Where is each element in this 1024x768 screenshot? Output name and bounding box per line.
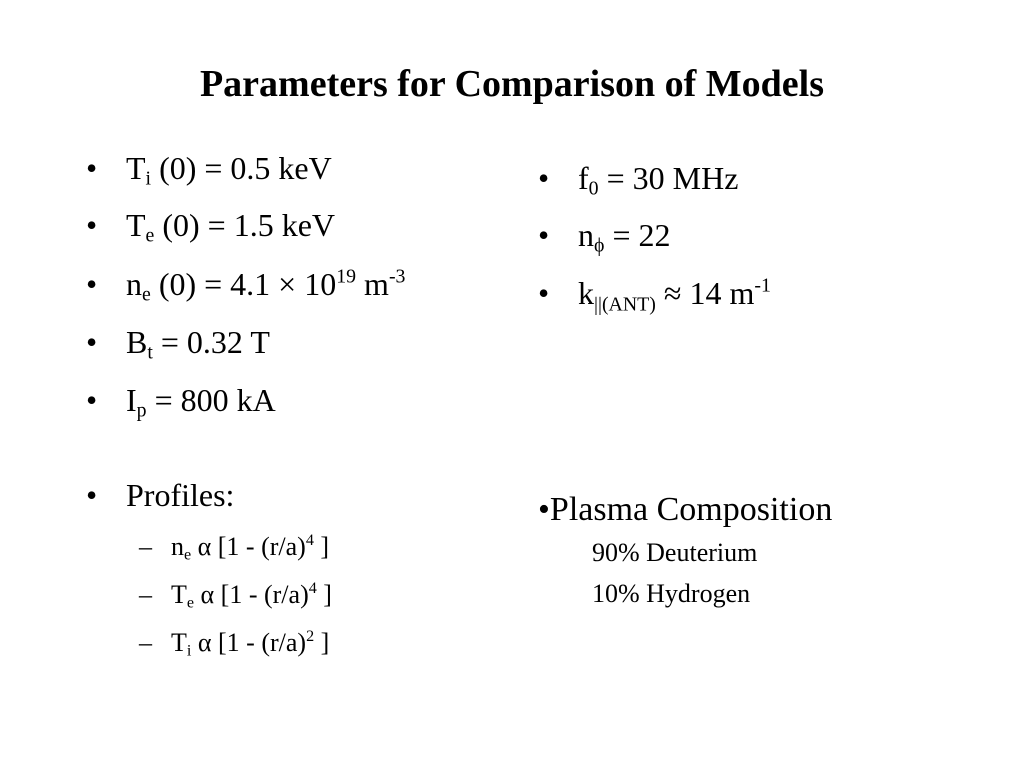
bullet-f0: • $f_0 = 30$ MHz xyxy=(538,160,739,200)
bullet-dot: • xyxy=(538,160,550,196)
bullet-dot: • xyxy=(86,266,98,302)
bullet-nphi: • $n_\phi = 22$ xyxy=(538,217,671,257)
composition-line-deuterium: 90% Deuterium xyxy=(592,538,758,567)
bullet-dot: • xyxy=(538,217,550,253)
bullet-dot: • xyxy=(86,382,98,418)
slide-title: Parameters for Comparison of Models xyxy=(199,63,825,105)
bullet-ti: • $T_i$ (0) = 0.5 keV xyxy=(86,150,332,190)
bullet-dot: • xyxy=(86,207,98,243)
profile-item-ne: – $n_e$ α [$1 - (r/a)^4$ ] xyxy=(139,532,330,564)
composition-line-hydrogen: 10% Hydrogen xyxy=(592,579,751,608)
bullet-dot: • xyxy=(538,275,550,311)
bullet-dot: • xyxy=(86,150,98,186)
bullet-dot: • xyxy=(86,324,98,360)
bullet-ip: • $I_p = 800$ kA xyxy=(86,382,276,422)
dash-marker: – xyxy=(139,532,152,561)
dash-marker: – xyxy=(139,580,152,609)
bullet-profiles: • Profiles: xyxy=(86,477,235,513)
bullet-ne: • $n_e$ $(0) = 4.1 \times 10^{19}$ $m^{-3}$ xyxy=(86,265,406,306)
bullet-kpar: • k||(ANT) ≈ 14 $m^{-1}$ xyxy=(538,274,771,316)
profile-item-ti: – $T_i$ α [$1 - (r/a)^2$ ] xyxy=(139,628,330,660)
profile-item-te: – $T_e$ α [$1 - (r/a)^4$ ] xyxy=(139,580,332,612)
composition-heading: •Plasma Composition xyxy=(538,491,833,528)
bullet-bt: • $B_t = 0.32$ T xyxy=(86,324,270,364)
bullet-te: • $T_e$ (0) = 1.5 keV xyxy=(86,207,336,247)
dash-marker: – xyxy=(139,628,152,657)
bullet-dot: • xyxy=(86,477,98,513)
